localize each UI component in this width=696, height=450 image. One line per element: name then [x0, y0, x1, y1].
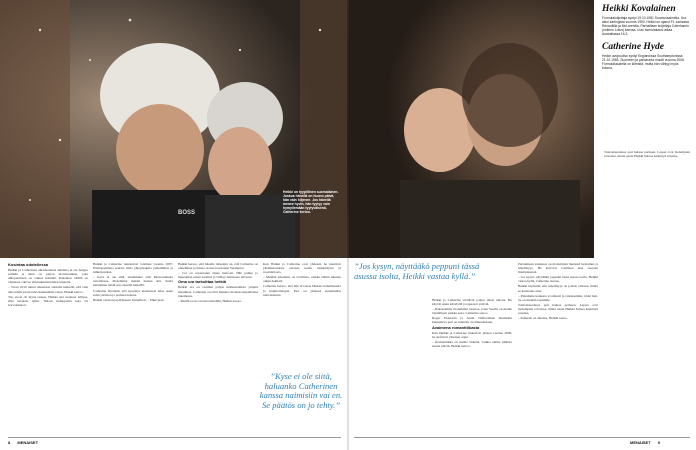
left-footer [8, 440, 38, 445]
section-heading: Avaimena romanttiikasta [432, 324, 480, 330]
page-number: 9 [657, 440, 661, 445]
right-column-3 [518, 262, 598, 434]
right-column-4 [604, 150, 690, 434]
paragraph: Kun Heikki ja Catherine muuttivat yhteen vuonna 2006, he aloittivat yhteisen arjen. [432, 330, 512, 339]
left-column-4 [263, 262, 341, 367]
right-column-2 [432, 298, 512, 434]
paragraph: Tuo vuosi oli myös raskas. Heikki ajoi uudessa tallissa, eikä tuloksia tullut. Silloin kumppanin tuki oli korvaamaton. [8, 294, 88, 307]
footer-rule [8, 437, 341, 438]
paragraph: – Puhumme kaikesta avoimesti ja ratkaisemme riidat heti. Se on meidän tapamme. [518, 293, 598, 302]
left-column-3 [178, 262, 258, 434]
footer-rule [354, 437, 690, 438]
paragraph: – Rakastamme molemmat luontoa, joten Suomi on meille täydellinen paikka asua, Catherine sanoo. [432, 307, 512, 316]
paragraph: Tulevaisuudessa pari haluaa perheen. Lapset ovat molempien toiveissa, mutta ensin Heikki haluaa keskittyä uraansa. [518, 302, 598, 316]
profile-bio: Heikin avopuoliso syntyi Englannissa Southamptonissa 21.10.1983. Suomeen ja pariskunta muutti vuonna 2006. Formulakaudella on kiireistä, mutta hän viihtyy myös kotona. [602, 54, 685, 70]
paragraph: Parisuhteen salaisuus on molempien mielestä luottamus ja rehellisyys. He kertovat toisilleen aina suoraan mielipiteensä. [518, 262, 598, 275]
profiles-sidebar [602, 4, 690, 70]
left-column-1 [8, 262, 88, 434]
paragraph: – Cat on sopeutunut tänne hienosti. Hän puhuu jo muutaman sanan suomea ja viihtyy lumisessa talvessa. [178, 271, 258, 280]
jacket-logo: BOSS [178, 210, 196, 216]
paragraph: Roger Federerin ja Justin Timberlaken musiikkia kuunteleva pari on tunnettu avoimuudestaan. [432, 316, 512, 325]
profile-name: Catherine Hyde [602, 42, 665, 52]
paragraph: – Vuosi 2010 tuntui aikaansaa oikealla hetkellä, että olisi aika tehdä jotain tulevaisuutemme eteen, Heikki kertoo. [8, 285, 88, 294]
left-pull-quote: ”Kyse ei ole siitä, haluanko Catherinen kanssa naimisiin vai en. Se päätös on jo tehty.” [259, 371, 343, 410]
couple-photo-illustration [0, 0, 594, 258]
paragraph: Catherine myöntää, että kysymys kosinnasta tulee usein esiin ystävien ja perheen kanssa. [93, 288, 173, 297]
left-column-2 [93, 262, 173, 434]
paragraph: Heikki ja Catherine tutustuivat toisiinsa vuonna 2007. Ensitapaamista seurasi tiivis yhteydenpito puhelimitse ja sähköpostitse. [93, 262, 173, 275]
profile-bio: Formulakuljettaja syntyi 19.10.1981 Suomussalmella. Ura alkoi kartingista vuonna 1990. Heikki on ajanut F1-luokassa Renaultilla ja McLarenilla. Parhaillaan kuljettaja Caterhamin (entinen Lotus) kanssa. Uusi formulakausi alkaa Australiassa 16.3. [602, 16, 689, 36]
magazine-name: MENAISET [630, 440, 651, 445]
right-footer [630, 440, 660, 445]
paragraph: – Meillä ei ole tarvetta kiirehtiä, Heikki toteaa. [178, 298, 242, 303]
section-heading: Oma ura tarkoittaa hetkiä [178, 279, 227, 285]
profile-name: Heikki Kovalainen [602, 4, 676, 14]
right-pull-quote: ”Jos kysyn, näyttääkö peppuni tässä asussa isolta, Heikki vastaa kyllä.” [354, 261, 480, 281]
paragraph: – Kaikella on aikansa, Heikki sanoo. [518, 316, 568, 321]
paragraph: Heikin ura on vaatinut paljon matkustamista ympäri maailmaa. Catherine on ollut mukana monissa kilpailuissa tukemassa. [178, 285, 258, 298]
section-heading: Kosintaa odotellessa [8, 262, 49, 267]
paragraph: Catherine kertoo, että hän arvostaa Heikin rauhallisuutta ja huumorintajua. Pari on yhdessä suunnitellut tulevaisuutta. [263, 284, 341, 297]
cover-photo [0, 0, 594, 258]
paragraph: Tulevaisuudessa pari haluaa perheen. Lapset ovat molempien toiveissa, mutta ensin Heikki haluaa keskittyä uraansa. [604, 150, 690, 159]
paragraph: – Jos kysyn, näyttääkö peppuni tässä asussa isolta, Heikki vastaa kyllä, Catherine nauraa. [518, 275, 598, 284]
paragraph: Heikki vastaa kysymykseen hymyillen: – Ehkä pian. [93, 297, 165, 302]
paragraph: Kun Heikki ja Catherine ovat yhdessä, he nauttivat yksinkertaisista asioista kuten lenkkeilystä ja ruoanlaitosta. [263, 262, 341, 275]
paragraph: – Kyse ei ole siitä, ettemmekö olisi kiinnostuneita avioliitosta. Molemmat meistä haluaa sitä, mutta haluamme tehdä sen oikealla hetkellä. [93, 275, 173, 288]
paragraph: Heikki ja Catherine viettävät paljon aikaa ulkona. He käyvät usein kävelyllä ja tapaavat ystäviä. [432, 298, 512, 307]
page-gutter [347, 0, 349, 450]
page-number: 8 [8, 440, 11, 445]
magazine-name: MENAISET [17, 440, 39, 445]
paragraph: Heikki myöntää, että rehellisyys on joskus vaikeaa, mutta se kannattaa aina. [518, 284, 598, 293]
paragraph: – Meidän arkemme on tavallista, vaikka elämä muuten onkin hektistä. [263, 275, 341, 284]
paragraph: Heikki ja Catherinen ainutlaatuista suhdetta ei ole helppo selittää ja siinä on paljon ulottuvuuksia, joita ulkopuolisten on vaikea käsittää. Kaksikon välillä on olemassa vahvaa yhteenkuuluvuuden tunnetta. [8, 268, 88, 285]
photo-caption: Heikki on tyypillinen suomalainen. Joskus hänellä on huono päivä, hän vain hiljenee. Jos hänellä menee hyvin, hän tyytyy vain hymyilemään tyytyväisenä, Catherine kertoo. [283, 190, 339, 214]
paragraph: Heikki kertoo, että hänelle tärkeintä on, että Catherine on onnellinen ja tuntee olonsa kotoisaksi Suomessa. [178, 262, 258, 271]
paragraph: – Romantiikka on meille tärkeää, vaikka emme juhlista suuria päiviä, Heikki kertoo. [432, 339, 512, 348]
